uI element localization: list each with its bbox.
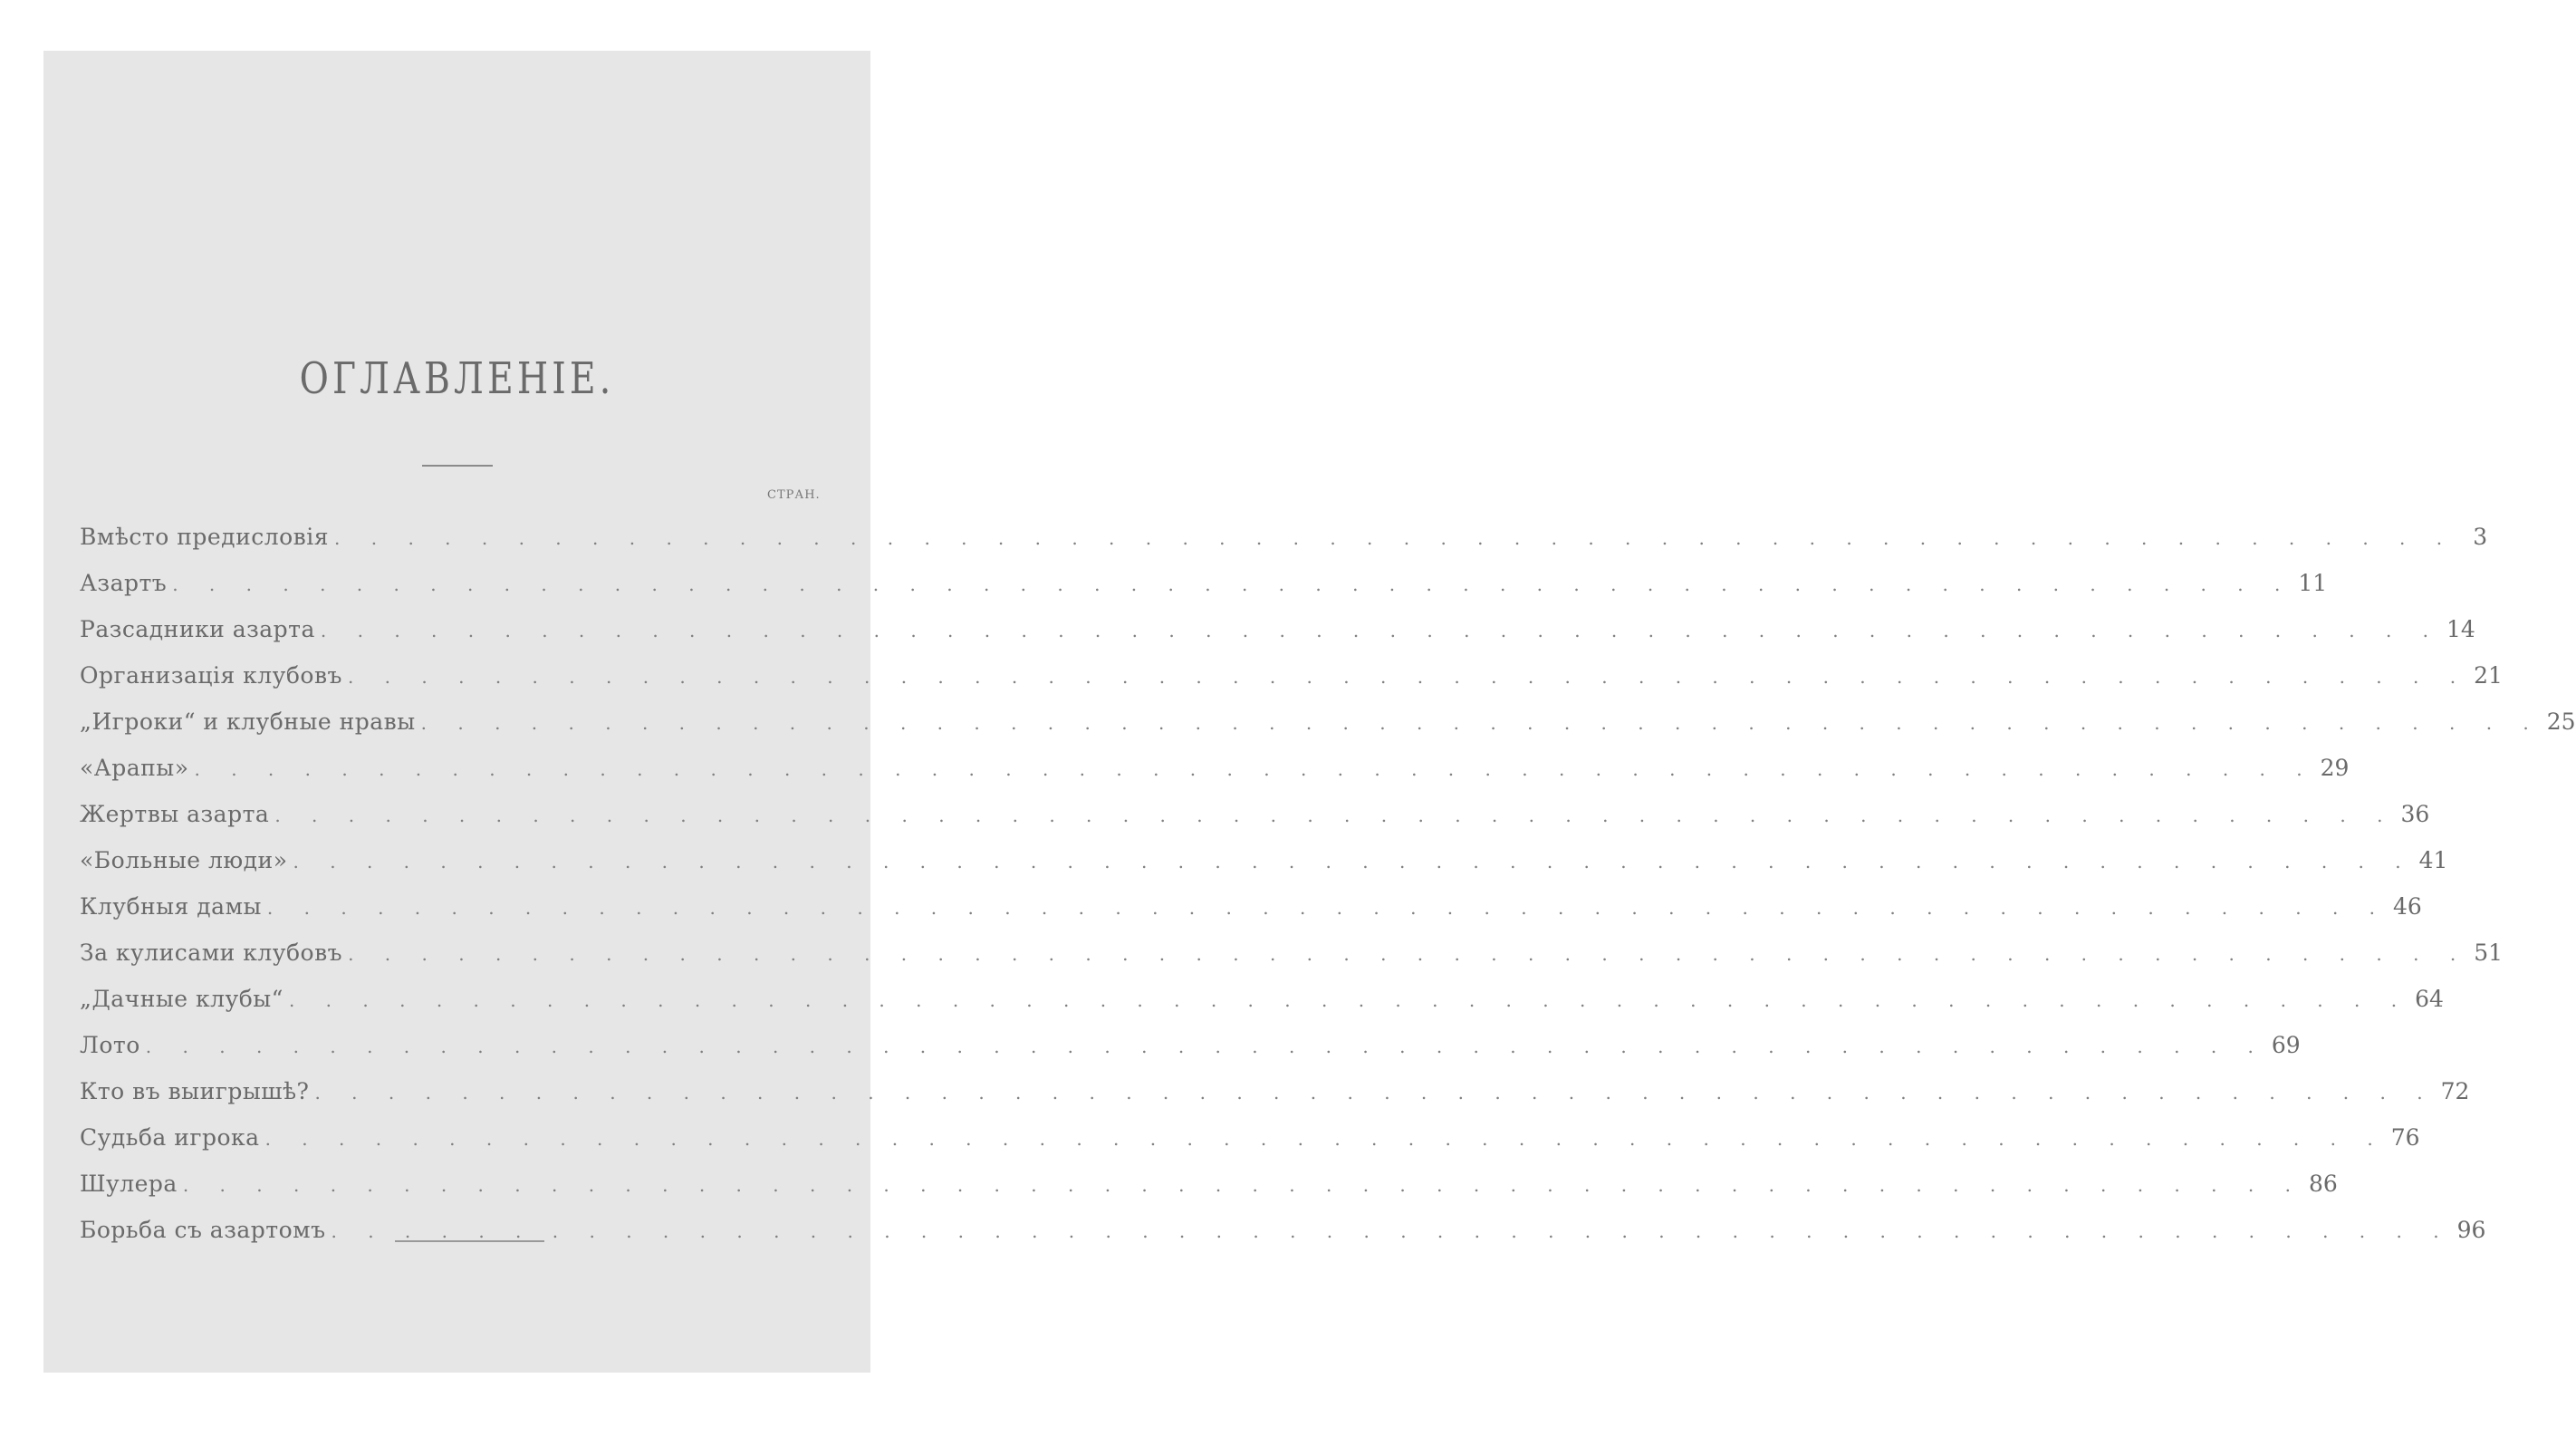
dot-leader: . . . . . . . . . . . . . . . . . . . . . . . . . . . . . . . . . . . . . . . . . . . . . . . . . . . . . . . . . . <box>420 712 2542 734</box>
toc-entry <box>80 755 2350 801</box>
toc-entry-title: Клубныя дамы <box>80 893 262 920</box>
dot-leader: . . . . . . . . . . . . . . . . . . . . . . . . . . . . . . . . . . . . . . . . . . . . . . . . . . . . . . . . . . <box>347 666 2469 688</box>
toc-entry-title: За кулисами клубовъ <box>80 940 343 966</box>
toc-entry-page: 14 <box>2446 616 2475 642</box>
toc-entry-title: „Игроки“ и клубные нравы <box>80 708 416 735</box>
toc-entry-page: 41 <box>2418 847 2448 873</box>
toc-entry-page: 86 <box>2308 1171 2338 1197</box>
toc-entry-page: 21 <box>2474 662 2503 689</box>
toc-entry <box>80 1032 2301 1078</box>
toc-entry <box>80 1124 2420 1171</box>
book-page <box>43 51 2576 1373</box>
toc-entry-title: «Больные люди» <box>80 847 288 873</box>
toc-entry-page: 76 <box>2390 1124 2420 1151</box>
toc-entry <box>80 847 2448 893</box>
toc-entry-title: «Арапы» <box>80 755 189 781</box>
dot-leader: . . . . . . . . . . . . . . . . . . . . . . . . . . . . . . . . . . . . . . . . . . . . . . . . . . . . . . . . . . <box>334 527 2456 549</box>
dot-leader: . . . . . . . . . . . . . . . . . . . . . . . . . . . . . . . . . . . . . . . . . . . . . . . . . . . . . . . . . . <box>348 943 2469 965</box>
toc-entry-title: Шулера <box>80 1171 178 1197</box>
toc-entry <box>80 524 2488 570</box>
top-divider <box>422 465 493 467</box>
dot-leader: . . . . . . . . . . . . . . . . . . . . . . . . . . . . . . . . . . . . . . . . . . . . . . . . . . . . . . . . . . <box>194 758 2315 780</box>
toc-entry <box>80 940 2503 986</box>
page-title: ОГЛАВЛЕНІЕ. <box>299 353 615 404</box>
toc-entry-page: 46 <box>2393 893 2422 920</box>
toc-entry-title: Лото <box>80 1032 140 1058</box>
toc-entry-title: Вмѣсто предисловія <box>80 524 330 550</box>
toc-entry-page: 72 <box>2440 1078 2470 1104</box>
page-column-header: СТРАН. <box>767 488 821 502</box>
toc-entry <box>80 1078 2470 1124</box>
toc-entry-title: Организація клубовъ <box>80 662 342 689</box>
toc-entry <box>80 1171 2338 1217</box>
toc-entry-page: 51 <box>2474 940 2503 966</box>
toc-entry <box>80 893 2422 940</box>
toc-entry-page: 3 <box>2473 524 2488 550</box>
dot-leader: . . . . . . . . . . . . . . . . . . . . . . . . . . . . . . . . . . . . . . . . . . . . . . . . . . . . . . . . . . <box>293 851 2414 872</box>
toc-entry-page: 11 <box>2298 570 2328 596</box>
toc-entry-title: „Дачные клубы“ <box>80 986 284 1012</box>
toc-entry-page: 64 <box>2415 986 2444 1012</box>
table-of-contents <box>80 524 2576 1263</box>
toc-entry-title: Борьба съ азартомъ <box>80 1217 326 1243</box>
toc-entry <box>80 570 2328 616</box>
bottom-divider <box>395 1240 544 1242</box>
dot-leader: . . . . . . . . . . . . . . . . . . . . . . . . . . . . . . . . . . . . . . . . . . . . . . . . . . . . . . . . . . <box>145 1036 2266 1057</box>
toc-entry-title: Разсадники азарта <box>80 616 315 642</box>
toc-entry <box>80 662 2503 708</box>
dot-leader: . . . . . . . . . . . . . . . . . . . . . . . . . . . . . . . . . . . . . . . . . . . . . . . . . . . . . . . . . . <box>264 1128 2386 1150</box>
dot-leader: . . . . . . . . . . . . . . . . . . . . . . . . . . . . . . . . . . . . . . . . . . . . . . . . . . . . . . . . . . <box>314 1082 2436 1104</box>
toc-entry <box>80 708 2576 755</box>
dot-leader: . . . . . . . . . . . . . . . . . . . . . . . . . . . . . . . . . . . . . . . . . . . . . . . . . . . . . . . . . . <box>288 989 2410 1011</box>
toc-entry-page: 69 <box>2271 1032 2301 1058</box>
toc-entry-page: 96 <box>2456 1217 2486 1243</box>
toc-entry-title: Азартъ <box>80 570 168 596</box>
toc-entry <box>80 616 2475 662</box>
dot-leader: . . . . . . . . . . . . . . . . . . . . . . . . . . . . . . . . . . . . . . . . . . . . . . . . . . . . . . . . . . <box>266 897 2389 919</box>
toc-entry <box>80 986 2444 1032</box>
dot-leader: . . . . . . . . . . . . . . . . . . . . . . . . . . . . . . . . . . . . . . . . . . . . . . . . . . . . . . . . . . <box>182 1174 2303 1196</box>
toc-entry-title: Кто въ выигрышѣ? <box>80 1078 310 1104</box>
dot-leader: . . . . . . . . . . . . . . . . . . . . . . . . . . . . . . . . . . . . . . . . . . . . . . . . . . . . . . . . . . <box>320 620 2442 641</box>
toc-entry-title: Жертвы азарта <box>80 801 270 827</box>
dot-leader: . . . . . . . . . . . . . . . . . . . . . . . . . . . . . . . . . . . . . . . . . . . . . . . . . . . . . . . . . . <box>331 1220 2452 1242</box>
dot-leader: . . . . . . . . . . . . . . . . . . . . . . . . . . . . . . . . . . . . . . . . . . . . . . . . . . . . . . . . . . <box>172 573 2293 595</box>
toc-entry-page: 36 <box>2400 801 2430 827</box>
toc-entry-title: Судьба игрока <box>80 1124 260 1151</box>
dot-leader: . . . . . . . . . . . . . . . . . . . . . . . . . . . . . . . . . . . . . . . . . . . . . . . . . . . . . . . . . . <box>274 805 2396 826</box>
toc-entry-page: 25 <box>2546 708 2576 735</box>
toc-entry <box>80 801 2430 847</box>
toc-entry-page: 29 <box>2320 755 2350 781</box>
